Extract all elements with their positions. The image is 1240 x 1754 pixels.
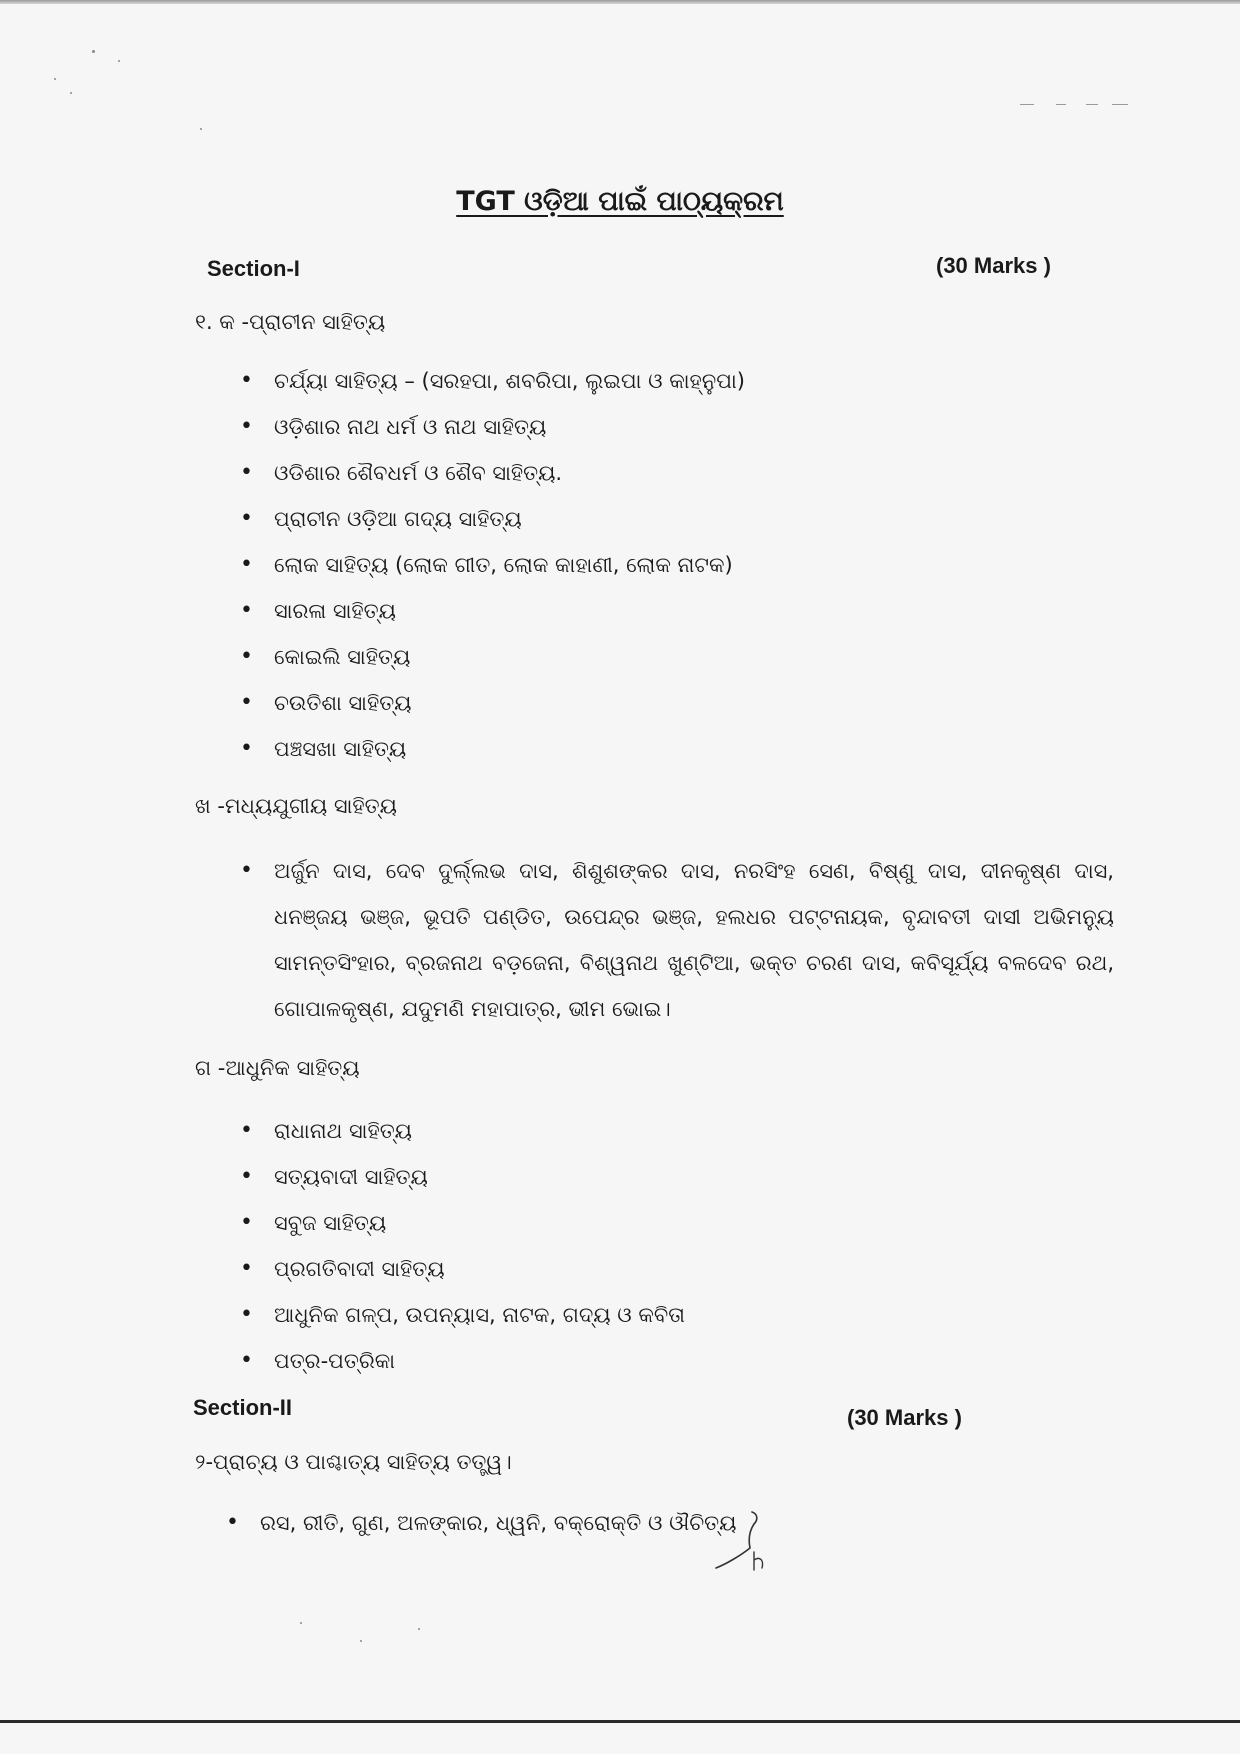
section-2-label: Section-II (193, 1395, 293, 1420)
scan-speck (92, 50, 95, 53)
scan-speck (360, 1640, 362, 1642)
section-1-part-c-list (240, 1108, 685, 1384)
list-item: • ଆଧୁନିକ ଗଳ୍ପ, ଉପନ୍ୟାସ, ନାଟକ, ଗଦ୍ୟ ଓ କବିତା (240, 1292, 685, 1338)
section-1-part-a-heading: ୧. କ -ପ୍ରାଚୀନ ସାହିତ୍ୟ (195, 310, 386, 334)
scan-speck (300, 1622, 302, 1624)
list-item: • ପ୍ରଗତିବାଦୀ ସାହିତ୍ୟ (240, 1246, 685, 1292)
list-item: • ରସ, ରୀତି, ଗୁଣ, ଅଳଙ୍କାର, ଧ୍ୱନି, ବକ୍ରୋକ୍ତି ଓ ଔଚିତ୍ୟ (226, 1500, 736, 1546)
list-item: • ଓଡିଶାର ଶୈବଧର୍ମ ଓ ଶୈବ ସାହିତ୍ୟ. (240, 450, 745, 496)
list-item: • ସବୁଜ ସାହିତ୍ୟ (240, 1200, 685, 1246)
section-2-part-a-list (226, 1500, 736, 1546)
list-item: • କୋଇଲି ସାହିତ୍ୟ (240, 634, 745, 680)
scan-speck (54, 78, 56, 80)
section-1-part-b-list (240, 848, 1114, 1032)
list-item: • ସତ୍ୟବାଦୀ ସାହିତ୍ୟ (240, 1154, 685, 1200)
list-item: • ପଞ୍ଚସଖା ସାହିତ୍ୟ (240, 726, 745, 772)
scan-speck (70, 92, 72, 94)
list-item: • ରାଧାନାଥ ସାହିତ୍ୟ (240, 1108, 685, 1154)
list-item: • ସାରଳା ସାହିତ୍ୟ (240, 588, 745, 634)
list-item: • ଚର୍ଯ୍ୟା ସାହିତ୍ୟ – (ସରହପା, ଶବରିପା, ଲୁଇପା ଓ କାହ୍ନୁପା) (240, 358, 745, 404)
list-item: • ଚଉତିଶା ସାହିତ୍ୟ (240, 680, 745, 726)
scan-dash (1112, 104, 1128, 105)
scan-speck (200, 128, 202, 130)
signature-mark (710, 1508, 790, 1578)
list-item: • ଅର୍ଜୁନ ଦାସ, ଦେବ ଦୁର୍ଲ୍ଲଭ ଦାସ, ଶିଶୁଶଙ୍କର ଦାସ, ନରସିଂହ ସେଣ, ବିଷ୍ଣୁ ଦାସ, ଦୀନକୃଷ୍ଣ ଦାସ, ଧନଞ୍ଜୟ ଭଞ୍ଜ, ଭୂପତି ପଣ୍ଡିତ, ଉପେନ୍ଦ୍ର ଭଞ୍ଜ, ହଲଧର ପଟ୍ଟନାୟକ, ବୃନ୍ଦାବତୀ ଦାସୀ ଅଭିମନ୍ୟୁ ସାମନ୍ତସିଂହାର, ବ୍ରଜନାଥ ବଡ଼ଜେନା, ବିଶ୍ୱନାଥ ଖୁଣ୍ଟିଆ, ଭକ୍ତ ଚରଣ ଦାସ, କବିସୂର୍ଯ୍ୟ ବଳଦେବ ରଥ, ଗୋପାଳକୃଷ୍ଣ, ଯଦୁମଣି ମହାପାତ୍ର, ଭୀମ ଭୋଇ। (240, 848, 1114, 1032)
scan-dash (1086, 104, 1098, 105)
page-title (0, 186, 1240, 218)
section-1-part-a-list (240, 358, 745, 772)
section-1-marks: (30 Marks ) (936, 253, 1051, 278)
list-item: • ଓଡ଼ିଶାର ନାଥ ଧର୍ମ ଓ ନାଥ ସାହିତ୍ୟ (240, 404, 745, 450)
list-item: • ପ୍ରାଚୀନ ଓଡ଼ିଆ ଗଦ୍ୟ ସାହିତ୍ୟ (240, 496, 745, 542)
list-item: • ଲୋକ ସାହିତ୍ୟ (ଲୋକ ଗୀତ, ଲୋକ କାହାଣୀ, ଲୋକ ନାଟକ) (240, 542, 745, 588)
section-1-label: Section-I (207, 256, 300, 281)
scan-speck (418, 1628, 420, 1630)
list-item: • ପତ୍ର-ପତ୍ରିକା (240, 1338, 685, 1384)
section-1-part-c-heading: ଗ -ଆଧୁନିକ ସାହିତ୍ୟ (195, 1056, 360, 1080)
page-bottom-edge (0, 1720, 1240, 1723)
section-2-part-a-heading: ୨-ପ୍ରାଚ୍ୟ ଓ ପାଶ୍ଚାତ୍ୟ ସାହିତ୍ୟ ତତ୍ତ୍ୱ। (195, 1450, 512, 1474)
scan-dash (1020, 104, 1034, 105)
scan-dash (1056, 104, 1066, 105)
page-title-text: TGT ଓଡ଼ିଆ ପାଇଁ ପାଠ୍ୟକ୍ରମ (456, 186, 784, 217)
section-2-marks: (30 Marks ) (847, 1405, 962, 1430)
section-1-part-b-heading: ଖ -ମଧ୍ୟଯୁଗୀୟ ସାହିତ୍ୟ (195, 794, 397, 818)
page-top-edge (0, 0, 1240, 4)
scan-speck (118, 60, 120, 62)
